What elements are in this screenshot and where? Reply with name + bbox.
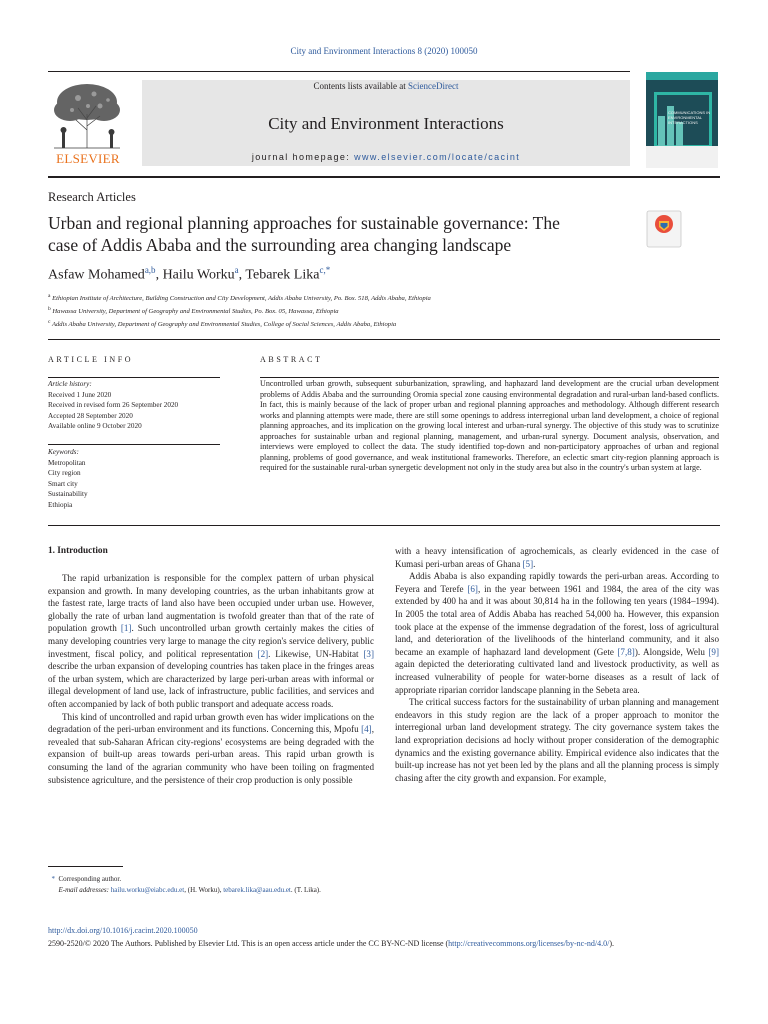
- keyword-item: Smart city: [48, 479, 78, 488]
- citation-link[interactable]: [6]: [467, 583, 478, 594]
- keywords-rule: [48, 444, 220, 445]
- body-paragraph: [48, 572, 374, 711]
- doi-link[interactable]: http://dx.doi.org/10.1016/j.cacint.2020.100050: [48, 926, 198, 935]
- email-link[interactable]: hailu.worku@eiabc.edu.et: [110, 886, 185, 894]
- affiliation-text: Hawassa University, Department of Geography and Environmental Studies, Po. Box. 05, Hawassa, Ethiopia: [52, 308, 339, 316]
- body-paragraph: [395, 570, 719, 696]
- abstract-rule: [260, 377, 719, 378]
- body-text: The critical success factors for the sustainability of urban planning and management endeavors in this study region are the lack of a proper approach to monitor the interregional urban land development strategy. The city governance system takes the land expropriation decisions ad hocly without proper consideration of the demographic dynamics and the existing governance ability. Empirical evidence also indicates that the built-up increase has not yet been led by the plans and all the planning process is simply chasing after the city growth and expansion. For example,: [395, 697, 719, 783]
- body-text: The rapid urbanization is responsible for the complex pattern of urban physical expansion and growth. In many developing countries, as the urban inhabitants grow at the fastest rate, large tracts of land also have been occupied under urban use. However, globally the rate of urban land augmentation is twofold greater than that of the rate of population growth: [48, 573, 374, 634]
- journal-homepage: [142, 152, 630, 162]
- author-list: [48, 265, 330, 284]
- citation-link[interactable]: [4]: [361, 724, 372, 735]
- abstract-heading: ABSTRACT: [260, 355, 323, 364]
- body-text: This kind of uncontrolled and rapid urban growth even has wider implications on the degradation of the peri-urban environment and its functions. Concerning this, Mpofu: [48, 711, 374, 735]
- elsevier-tree-icon: [48, 80, 126, 150]
- citation-link[interactable]: [9]: [708, 646, 719, 657]
- author-affiliation-marker[interactable]: a: [234, 265, 239, 275]
- license-link[interactable]: http://creativecommons.org/licenses/by-nc-nd/4.0/: [448, 939, 610, 948]
- cover-footer: [646, 146, 718, 168]
- section-heading-introduction: 1. Introduction: [48, 546, 108, 556]
- body-text: again depicted the deteriorating cultivated land and livestock productivity, as well as increased vulnerability of people for water-borne diseases as a result of lack of appropriate riparian corridor landscape planning in the Sebeta area.: [395, 659, 719, 695]
- body-text: with a heavy intensification of agrochemicals, as clearly evidenced in the case of Kumasi peri-urban areas of Ghana: [395, 546, 719, 569]
- cover-stripe: [646, 72, 718, 80]
- body-column-right: [395, 545, 719, 784]
- license-statement: [48, 938, 720, 950]
- citation-link[interactable]: [1]: [120, 623, 132, 634]
- keyword-item: Ethiopia: [48, 500, 73, 509]
- affiliation-marker: c: [48, 319, 51, 326]
- footnote-rule: [48, 866, 123, 867]
- footnote-line: [48, 885, 321, 896]
- keyword-item: Sustainability: [48, 490, 88, 499]
- header-top-rule: [48, 71, 630, 72]
- header-bottom-rule: [48, 176, 720, 178]
- affiliations: [48, 291, 648, 331]
- affiliation-marker: a: [48, 293, 51, 299]
- author-separator: ,: [155, 267, 163, 283]
- info-top-rule: [48, 339, 720, 340]
- body-text: ). Alongside, Welu: [634, 646, 709, 657]
- article-title-line: Urban and regional planning approaches for sustainable governance: The: [48, 213, 560, 233]
- email-owner: . (T. Lika).: [290, 886, 321, 894]
- footnote-text: Corresponding author.: [58, 875, 122, 883]
- corresponding-author-footnote: [48, 874, 321, 896]
- license-text: ).: [609, 939, 614, 948]
- email-label: E-mail addresses:: [58, 886, 111, 894]
- citation-link[interactable]: [7,8]: [617, 646, 635, 657]
- cover-building: [658, 116, 665, 146]
- body-paragraph: [48, 711, 374, 787]
- history-item: Available online 9 October 2020: [48, 422, 142, 431]
- body-column-left: [48, 572, 374, 786]
- article-info-rule: [48, 377, 220, 378]
- article-section-label: Research Articles: [48, 190, 136, 204]
- cover-title: COMMUNICATIONS IN ENVIRONMENTAL INTERACTIONS: [668, 110, 711, 125]
- keywords: [48, 447, 220, 511]
- contents-prefix: Contents lists available at: [313, 81, 408, 91]
- citation-link[interactable]: [3]: [363, 648, 374, 659]
- author-name[interactable]: Asfaw Mohamed: [48, 267, 145, 283]
- check-for-updates-button[interactable]: [646, 210, 682, 248]
- author-affiliation-marker[interactable]: c,*: [319, 265, 331, 275]
- author-name[interactable]: Hailu Worku: [162, 267, 235, 283]
- article-title-line: case of Addis Ababa and the surrounding area changing landscape: [48, 235, 512, 255]
- body-text: describe the urban expansion of developing countries has taken place in the fringes areas of the urban system, which are characterized by large peri-urban areas with informal or illegal development of land use, lack of infrastructure, public facilities, and services and often accompanied by lack of both public transport and adequate access roads.: [48, 661, 374, 709]
- footnote-line: [48, 874, 321, 885]
- body-text: , revealed that sub-Saharan African city-regions' ecosystems are being degraded with the expansion of built-up areas towards peri-urban areas. This rapid urban growth is consuming the land of the agrarian community who have been toiling on fragmented subsistence agriculture, and the persistence of their crop production is only possible: [48, 724, 374, 785]
- keywords-label: Keywords:: [48, 448, 79, 456]
- affiliation-item: [48, 304, 648, 317]
- footnote-marker: *: [48, 875, 59, 883]
- body-text: . Likewise, UN-Habitat: [268, 648, 364, 659]
- homepage-prefix: journal homepage:: [251, 152, 355, 162]
- crossmark-icon: [646, 210, 682, 248]
- body-text: .: [533, 558, 536, 569]
- journal-reference[interactable]: City and Environment Interactions 8 (2020) 100050: [290, 46, 478, 56]
- affiliation-text: Ethiopian Institute of Architecture, Building Construction and City Development, Addis Ababa University, Po. Box. 518, Addis Ababa, Ethiopia: [52, 295, 431, 303]
- journal-name: City and Environment Interactions: [268, 114, 504, 133]
- article-title: [48, 212, 608, 256]
- keyword-item: Metropolitan: [48, 458, 86, 467]
- cover-building: [676, 122, 683, 146]
- history-item: Received 1 June 2020: [48, 390, 112, 399]
- publisher-name: ELSEVIER: [56, 151, 120, 166]
- body-text: Addis Ababa is also expanding rapidly towards the peri-urban areas. According to Feyera and Terefe: [395, 571, 719, 594]
- sciencedirect-link[interactable]: ScienceDirect: [408, 81, 459, 91]
- body-text: , in the year between 1961 and 1984, the area of the city was extended by 400 ha and it was about 30,814 ha in the following ten years (1984–1994). In 2005 the total area of Addis Ababa has reached 54,000 ha. However, this expansion took place at the expense of the immense degradation of the forest, loss of agricultural land, and deterioration of the livelihoods of the hinterland community, and it also became an example of haphazard land development (Gete: [395, 583, 719, 657]
- contents-line: [142, 81, 630, 91]
- affiliation-item: [48, 291, 648, 304]
- email-owner: , (H. Worku),: [184, 886, 224, 894]
- keyword-item: City region: [48, 469, 81, 478]
- affiliation-text: Addis Ababa University, Department of Geography and Environmental Studies, College of Social Sciences, Addis Ababa, Ethiopia: [51, 321, 397, 329]
- article-history: [48, 379, 220, 432]
- publisher-logo: [48, 80, 128, 166]
- history-item: Received in revised form 26 September 2020: [48, 401, 179, 410]
- history-label: Article history:: [48, 380, 92, 388]
- affiliation-marker: b: [48, 306, 51, 313]
- affiliation-item: [48, 317, 648, 330]
- homepage-link[interactable]: www.elsevier.com/locate/cacint: [354, 152, 521, 162]
- email-link[interactable]: tebarek.lika@aau.edu.et: [223, 886, 291, 894]
- author-separator: ,: [238, 267, 246, 283]
- history-item: Accepted 28 September 2020: [48, 411, 133, 420]
- body-paragraph: [395, 545, 719, 570]
- citation-link[interactable]: [5]: [522, 558, 534, 569]
- author-affiliation-marker[interactable]: a,b: [144, 265, 156, 275]
- article-info-heading: ARTICLE INFO: [48, 355, 134, 364]
- abstract-bottom-rule: [48, 525, 720, 526]
- citation-link[interactable]: [2]: [257, 648, 269, 659]
- abstract-text: Uncontrolled urban growth, subsequent suburbanization, sprawling, and haphazard land development are the crucial urban development problems of Addis Ababa and the surrounding Oromia special zone causing environmental degradation and rural-urban land-based conflicts. In fact, this is mainly because of the lack of proper urban and regional planning approaches and methodology. Although different research works and planning attempts were made, there are still some openings to address interregional urban land development, a choice of regional planning approaches, and its implication on the growing local interest and urban-rural synergy. The objective of this study was to scrutinize approaches for sustainable urban and regional planning, management, and urban-rural synergy. Document analysis, observation, and interviews were employed to collect the data. The study identified top-down and non-participatory approaches of urban and regional planning, problems of good governance, and weak institutional frameworks. Therefore, an eclectic smart city-region planning approach is required for the sustainable rural-urban synergetic development not only in the study area but also in the country's urban system at large.: [260, 379, 719, 473]
- body-text: . Such uncontrolled urban growth certainly makes the cities of many developing countries very large to manage the city region's service delivery, public investment, fiscal policy, and political representation: [48, 623, 374, 659]
- author-name[interactable]: Tebarek Lika: [245, 267, 320, 283]
- journal-cover-image: [646, 72, 718, 168]
- body-paragraph: [395, 696, 719, 784]
- license-text: 2590-2520/© 2020 The Authors. Published by Elsevier Ltd. This is an open access article under the CC BY-NC-ND license (: [48, 939, 449, 948]
